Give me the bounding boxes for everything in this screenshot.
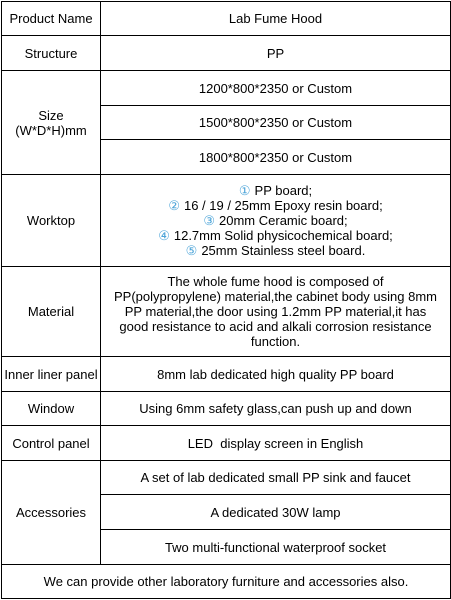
structure-value: PP [101,36,451,71]
product-name-label: Product Name [2,2,101,36]
material-line: good resistance to acid and alkali corrosion resistance [119,319,432,334]
window-value: Using 6mm safety glass,can push up and down [101,392,451,426]
control-panel-label: Control panel [2,426,101,461]
circled-number-1: ① [238,183,251,198]
circled-number-5: ⑤ [185,243,198,258]
worktop-item-text: 25mm Stainless steel board. [201,243,366,258]
row-inner-liner [2,357,451,392]
material-label: Material [2,267,101,357]
control-panel-value: LED display screen in English [101,426,451,461]
worktop-item-text: 12.7mm Solid physicochemical board; [173,228,393,243]
material-description [101,267,451,357]
worktop-item [103,183,448,198]
material-line: PP material,the door using 1.2mm PP material,it has [124,304,427,319]
circled-number-2: ② [168,198,180,213]
worktop-item [103,213,448,228]
row-window [2,392,451,426]
row-worktop [2,175,451,267]
size-label-line2: (W*D*H)mm [15,122,87,138]
row-footer [2,565,451,599]
material-line: function. [250,334,301,349]
size-value-1: 1200*800*2350 or Custom [101,71,451,106]
inner-liner-value: 8mm lab dedicated high quality PP board [101,357,451,392]
worktop-label: Worktop [2,175,101,267]
size-label-line1: Size [38,107,64,123]
circled-number-4: ④ [158,228,170,243]
accessories-label: Accessories [2,461,101,565]
accessories-value-1: A set of lab dedicated small PP sink and faucet [101,461,451,495]
row-size-1 [2,71,451,106]
worktop-item-text: 16 / 19 / 25mm Epoxy resin board; [183,198,383,213]
row-control-panel [2,426,451,461]
size-label [2,71,101,175]
row-accessories-1 [2,461,451,495]
window-label: Window [2,392,101,426]
inner-liner-label: Inner liner panel [2,357,101,392]
size-value-3: 1800*800*2350 or Custom [101,140,451,175]
row-product-name [2,2,451,36]
size-value-2: 1500*800*2350 or Custom [101,106,451,140]
accessories-value-3: Two multi-functional waterproof socket [101,530,451,565]
worktop-item [103,198,448,213]
worktop-item [103,243,448,258]
worktop-item [103,228,448,243]
worktop-item-text: PP board; [254,183,313,198]
worktop-item-text: 20mm Ceramic board; [219,213,348,228]
worktop-list [101,175,451,267]
structure-label: Structure [2,36,101,71]
material-line: PP(polypropylene) material,the cabinet body using 8mm [113,289,437,304]
circled-number-3: ③ [203,213,216,228]
material-line: The whole fume hood is composed of [167,274,384,289]
product-name-value: Lab Fume Hood [101,2,451,36]
row-material [2,267,451,357]
accessories-value-2: A dedicated 30W lamp [101,495,451,530]
row-structure [2,36,451,71]
spec-table [1,1,451,599]
footer-note: We can provide other laboratory furniture and accessories also. [2,565,451,599]
